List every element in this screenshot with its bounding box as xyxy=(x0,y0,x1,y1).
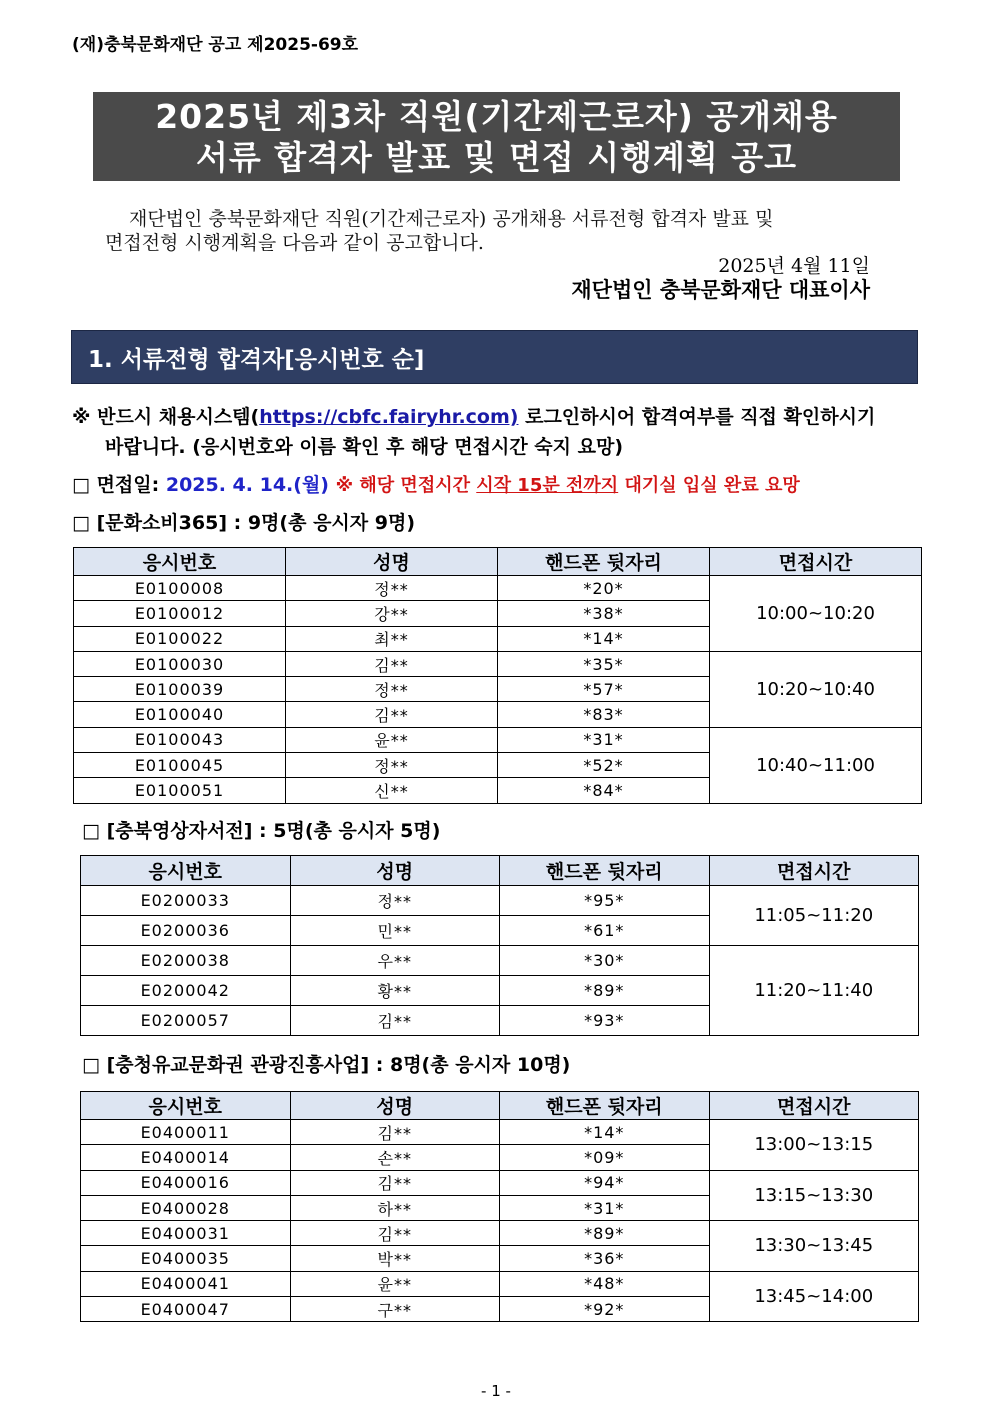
phone-digits: *52* xyxy=(498,753,710,778)
applicant-name: 최** xyxy=(286,626,498,651)
interview-time: 11:05~11:20 xyxy=(709,886,919,946)
column-header: 성명 xyxy=(286,548,498,576)
applicant-id: E0200033 xyxy=(81,886,291,916)
applicant-name: 김** xyxy=(290,1006,500,1036)
table-header-row xyxy=(74,548,922,576)
interview-time: 10:40~11:00 xyxy=(710,727,922,803)
applicant-name: 김** xyxy=(286,702,498,727)
section-heading: 1. 서류전형 합격자[응시번호 순] xyxy=(71,330,918,384)
applicant-name: 윤** xyxy=(290,1271,500,1296)
applicant-name: 민** xyxy=(290,916,500,946)
applicant-id: E0200038 xyxy=(81,946,291,976)
phone-digits: *95* xyxy=(500,886,710,916)
interview-time: 10:20~10:40 xyxy=(710,651,922,727)
phone-digits: *14* xyxy=(498,626,710,651)
phone-digits: *57* xyxy=(498,677,710,702)
applicant-id: E0100030 xyxy=(74,651,286,676)
applicant-id: E0400028 xyxy=(81,1195,291,1220)
phone-digits: *35* xyxy=(498,651,710,676)
applicant-name: 구** xyxy=(290,1297,500,1322)
remark-pre: ※ 반드시 채용시스템( xyxy=(72,406,260,428)
table-row xyxy=(81,1170,919,1195)
applicant-id: E0400014 xyxy=(81,1145,291,1170)
applicant-name: 정** xyxy=(286,677,498,702)
column-header: 성명 xyxy=(290,1092,500,1120)
applicant-id: E0100012 xyxy=(74,601,286,626)
title-line-1: 2025년 제3차 직원(기간제근로자) 공개채용 xyxy=(155,96,838,136)
applicant-id: E0400041 xyxy=(81,1271,291,1296)
group-title: □ [충청유교문화권 관광진흥사업] : 8명(총 응시자 10명) xyxy=(82,1054,571,1076)
applicant-id: E0100008 xyxy=(74,576,286,601)
phone-digits: *94* xyxy=(500,1170,710,1195)
applicant-id: E0100040 xyxy=(74,702,286,727)
table-header-row xyxy=(81,1092,919,1120)
applicant-id: E0400035 xyxy=(81,1246,291,1271)
applicant-id: E0400011 xyxy=(81,1120,291,1145)
warning-underlined: 시작 15분 전까지 xyxy=(476,475,619,496)
applicant-name: 김** xyxy=(290,1221,500,1246)
intro-line-2: 면접전형 시행계획을 다음과 같이 공고합니다. xyxy=(105,232,484,254)
applicant-table xyxy=(80,1091,919,1322)
column-header: 면접시간 xyxy=(710,548,922,576)
column-header: 핸드폰 뒷자리 xyxy=(500,856,710,886)
interview-label: □ 면접일: xyxy=(72,474,166,496)
applicant-id: E0400047 xyxy=(81,1297,291,1322)
warning-pre: ※ 해당 면접시간 xyxy=(335,475,477,496)
title-banner xyxy=(93,92,900,181)
table-row xyxy=(81,886,919,916)
notice-date: 2025년 4월 11일 xyxy=(718,255,870,277)
interview-time: 13:00~13:15 xyxy=(709,1120,919,1171)
group-title: □ [문화소비365] : 9명(총 응시자 9명) xyxy=(72,512,415,534)
phone-digits: *09* xyxy=(500,1145,710,1170)
table-row xyxy=(74,651,922,676)
notice-remark xyxy=(72,402,924,462)
intro-line-1: 재단법인 충북문화재단 직원(기간제근로자) 공개채용 서류전형 합격자 발표 및 xyxy=(129,208,774,230)
applicant-name: 황** xyxy=(290,976,500,1006)
applicant-id: E0200057 xyxy=(81,1006,291,1036)
column-header: 핸드폰 뒷자리 xyxy=(498,548,710,576)
applicant-id: E0100039 xyxy=(74,677,286,702)
applicant-id: E0100045 xyxy=(74,753,286,778)
interview-date: 2025. 4. 14.(월) xyxy=(165,474,329,496)
phone-digits: *31* xyxy=(500,1195,710,1220)
table-row xyxy=(81,1221,919,1246)
phone-digits: *92* xyxy=(500,1297,710,1322)
applicant-name: 손** xyxy=(290,1145,500,1170)
applicant-name: 정** xyxy=(286,576,498,601)
applicant-id: E0100051 xyxy=(74,778,286,803)
phone-digits: *89* xyxy=(500,976,710,1006)
interview-time: 10:00~10:20 xyxy=(710,576,922,652)
phone-digits: *30* xyxy=(500,946,710,976)
column-header: 응시번호 xyxy=(81,856,291,886)
page-number: - 1 - xyxy=(481,1382,511,1400)
column-header: 응시번호 xyxy=(74,548,286,576)
applicant-id: E0400016 xyxy=(81,1170,291,1195)
applicant-name: 우** xyxy=(290,946,500,976)
remark-post: 로그인하시어 합격여부를 직접 확인하시기 xyxy=(518,406,876,428)
phone-digits: *20* xyxy=(498,576,710,601)
applicant-id: E0200036 xyxy=(81,916,291,946)
applicant-table xyxy=(73,547,922,804)
table-row xyxy=(74,576,922,601)
applicant-id: E0100022 xyxy=(74,626,286,651)
phone-digits: *84* xyxy=(498,778,710,803)
column-header: 핸드폰 뒷자리 xyxy=(500,1092,710,1120)
applicant-name: 김** xyxy=(286,651,498,676)
applicant-name: 박** xyxy=(290,1246,500,1271)
phone-digits: *61* xyxy=(500,916,710,946)
applicant-id: E0100043 xyxy=(74,727,286,752)
interview-date-line xyxy=(72,470,800,497)
table-row xyxy=(81,1271,919,1296)
remark-line-2: 바랍니다. (응시번호와 이름 확인 후 해당 면접시간 숙지 요망) xyxy=(105,436,624,458)
phone-digits: *36* xyxy=(500,1246,710,1271)
table-header-row xyxy=(81,856,919,886)
interview-time: 13:30~13:45 xyxy=(709,1221,919,1272)
issuer: 재단법인 충북문화재단 대표이사 xyxy=(571,277,870,302)
column-header: 응시번호 xyxy=(81,1092,291,1120)
remark-line-1 xyxy=(72,402,924,432)
intro-paragraph xyxy=(105,207,895,255)
recruit-system-link[interactable]: https://cbfc.fairyhr.com) xyxy=(259,406,519,428)
table-row xyxy=(81,946,919,976)
applicant-name: 정** xyxy=(290,886,500,916)
applicant-id: E0200042 xyxy=(81,976,291,1006)
phone-digits: *38* xyxy=(498,601,710,626)
applicant-name: 윤** xyxy=(286,727,498,752)
table-row xyxy=(81,1120,919,1145)
notice-number: (재)충북문화재단 공고 제2025-69호 xyxy=(72,35,359,55)
interview-warning xyxy=(336,475,800,496)
column-header: 성명 xyxy=(290,856,500,886)
phone-digits: *14* xyxy=(500,1120,710,1145)
phone-digits: *48* xyxy=(500,1271,710,1296)
interview-time: 11:20~11:40 xyxy=(709,946,919,1036)
warning-post: 대기실 입실 완료 요망 xyxy=(618,475,800,496)
phone-digits: *93* xyxy=(500,1006,710,1036)
table-row xyxy=(74,727,922,752)
applicant-name: 김** xyxy=(290,1120,500,1145)
applicant-name: 신** xyxy=(286,778,498,803)
applicant-name: 정** xyxy=(286,753,498,778)
interview-time: 13:15~13:30 xyxy=(709,1170,919,1221)
interview-time: 13:45~14:00 xyxy=(709,1271,919,1322)
column-header: 면접시간 xyxy=(709,856,919,886)
applicant-table xyxy=(80,855,919,1036)
column-header: 면접시간 xyxy=(709,1092,919,1120)
group-title: □ [충북영상자서전] : 5명(총 응시자 5명) xyxy=(82,820,441,842)
applicant-name: 하** xyxy=(290,1195,500,1220)
phone-digits: *83* xyxy=(498,702,710,727)
applicant-name: 김** xyxy=(290,1170,500,1195)
phone-digits: *31* xyxy=(498,727,710,752)
phone-digits: *89* xyxy=(500,1221,710,1246)
applicant-name: 강** xyxy=(286,601,498,626)
title-line-2: 서류 합격자 발표 및 면접 시행계획 공고 xyxy=(196,137,797,177)
applicant-id: E0400031 xyxy=(81,1221,291,1246)
